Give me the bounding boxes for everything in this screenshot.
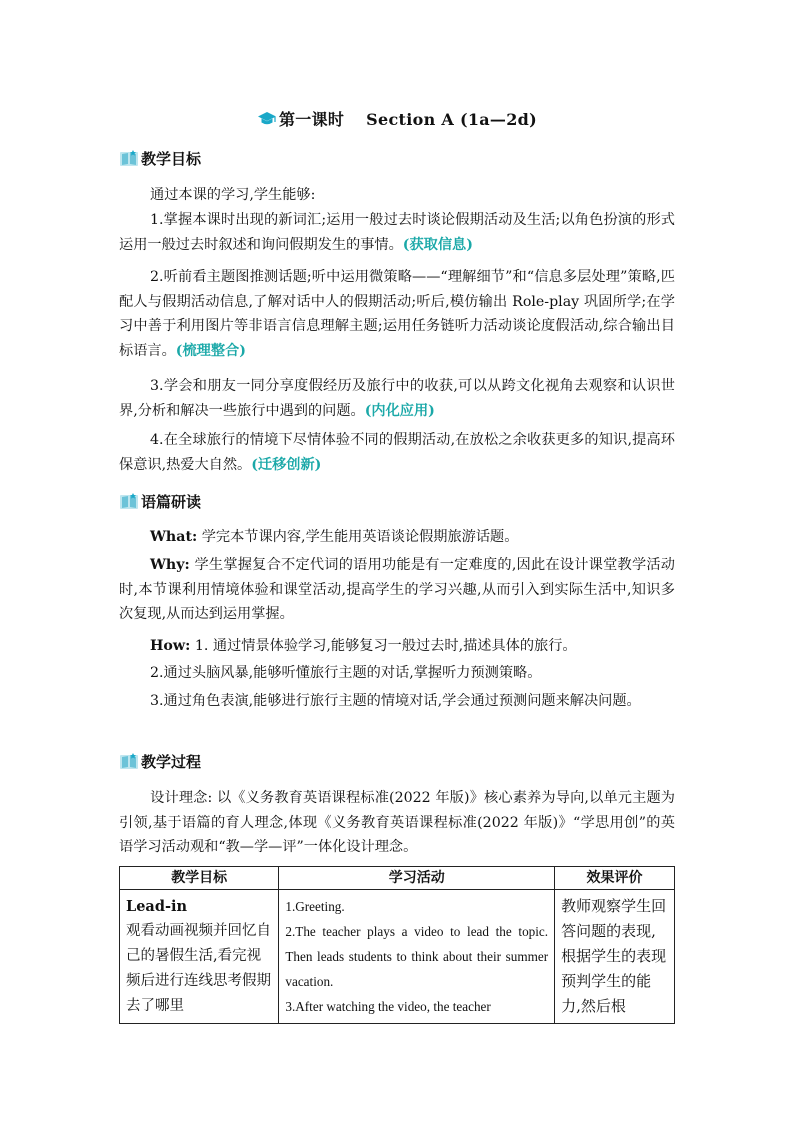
goal-tag: (迁移创新) (251, 456, 322, 473)
activity-step: 2.The teacher plays a video to lead the topic. Then leads students to think about their summer vacation. (285, 924, 549, 989)
goal-item-2: 2.听前看主题图推测话题;听中运用微策略——“理解细节”和“信息多层处理”策略,匹配人与假期活动信息,了解对话中人的假期活动;听后,模仿输出 Role-play 巩固所学;在学习中善于利用图片等非语言信息理解主题;运用任务链听力活动谈论度假活动,综合输出目标语言。(梳理整合) (119, 269, 675, 359)
table-row (120, 890, 675, 1024)
goal-cell (120, 890, 279, 1024)
reading-what: What: 学完本节课内容,学生能用英语谈论假期旅游话题。 (150, 529, 519, 545)
section-title: 语篇研读 (141, 492, 202, 511)
section-heading-reading (119, 490, 201, 512)
column-header: 学习活动 (279, 867, 555, 890)
goal-tag: (梳理整合) (175, 342, 246, 359)
activity-step: 3.After watching the video, the teacher (285, 999, 491, 1014)
evaluation-cell (555, 890, 675, 1024)
lesson-table (119, 866, 675, 1024)
column-header: 效果评价 (555, 867, 675, 890)
goal-item-1: 1.掌握本课时出现的新词汇;运用一般过去时谈论假期活动及生活;以角色扮演的形式运用一般过去时叙述和询问假期发生的事情。(获取信息) (119, 212, 675, 253)
goal-tag: (获取信息) (402, 236, 473, 253)
goal-tag: (内化应用) (364, 402, 435, 419)
lesson-label: 第一课时 (278, 110, 345, 129)
page-title (0, 107, 794, 131)
book-icon (119, 149, 139, 167)
evaluation-text: 教师观察学生回答问题的表现,根据学生的表现预判学生的能力,然后根 (561, 897, 667, 1015)
section-title: 教学目标 (141, 149, 202, 168)
column-header: 教学目标 (120, 867, 279, 890)
goal-item-3: 3.学会和朋友一同分享度假经历及旅行中的收获,可以从跨文化视角去观察和认识世界,分析和解决一些旅行中遇到的问题。(内化应用) (119, 378, 675, 419)
table-header-row (120, 867, 675, 890)
section-heading-process (119, 750, 201, 772)
activity-cell (279, 890, 555, 1024)
book-icon (119, 752, 139, 770)
goal-title: Lead-in (126, 898, 188, 915)
section-title: 教学过程 (141, 752, 202, 771)
activity-step: 1.Greeting. (285, 899, 345, 914)
goal-text: 观看动画视频并回忆自己的暑假生活,看完视频后进行连线思考假期去了哪里 (126, 923, 271, 1014)
reading-why: Why: 学生掌握复合不定代词的语用功能是有一定难度的,因此在设计课堂教学活动时,本节课利用情境体验和课堂活动,提高学生的学习兴趣,从而引入到实际生活中,知识多次复现,从而达到运用掌握。 (119, 557, 675, 623)
section-label: Section A (1a—2d) (366, 110, 538, 129)
reading-how: How: 1. 通过情景体验学习,能够复习一般过去时,描述具体的旅行。 (150, 638, 577, 654)
process-concept: 设计理念: 以《义务教育英语课程标准(2022 年版)》核心素养为导向,以单元主题为引领,基于语篇的育人理念,体现《义务教育英语课程标准(2022 年版)》“学思用创”的英语学习活动观和“教—学—评”一体化设计理念。 (119, 790, 675, 856)
graduation-cap-icon (257, 111, 277, 131)
reading-how-2: 2.通过头脑风暴,能够听懂旅行主题的对话,掌握听力预测策略。 (150, 665, 542, 681)
book-icon (119, 492, 139, 510)
section-heading-goals (119, 147, 201, 169)
reading-how-3: 3.通过角色表演,能够进行旅行主题的情境对话,学会通过预测问题来解决问题。 (150, 693, 641, 709)
goal-item-4: 4.在全球旅行的情境下尽情体验不同的假期活动,在放松之余收获更多的知识,提高环保意识,热爱大自然。(迁移创新) (119, 432, 675, 473)
goals-intro: 通过本课的学习,学生能够: (150, 187, 316, 203)
